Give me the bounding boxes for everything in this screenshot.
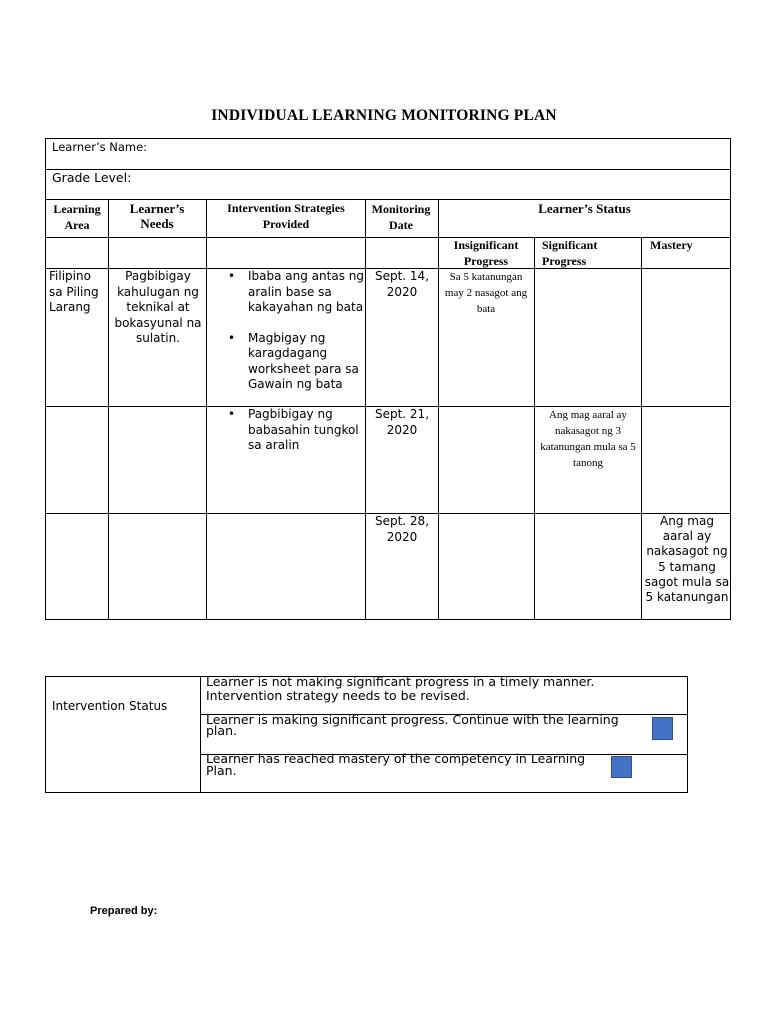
row1-needs: Pagbibigay kahulugan ng teknikal at bokasyunal na sulatin. — [114, 269, 202, 345]
row1-strategies — [224, 269, 366, 408]
row1-insignificant: Sa 5 katanungan may 2 nasagot ang bata — [444, 271, 528, 315]
prepared-by-label: Prepared by: — [90, 905, 158, 917]
header-mastery: Mastery — [650, 238, 693, 252]
status-marker-mastery — [611, 756, 632, 778]
status-option-significant: Learner is making significant progress. Continue with the learning plan. — [206, 712, 619, 738]
header-learners-status: Learner’s Status — [538, 201, 631, 216]
page-title: INDIVIDUAL LEARNING MONITORING PLAN — [211, 107, 557, 124]
intervention-status-label: Intervention Status — [52, 699, 168, 713]
row3-date: Sept. 28, 2020 — [374, 514, 430, 544]
header-learning-area: Learning Area — [53, 202, 101, 232]
list-item: • Pagbibigay ng babasahin tungkol sa aralin — [228, 407, 359, 452]
grade-level-label: Grade Level: — [52, 170, 132, 185]
header-insignificant: Insignificant Progress — [453, 238, 519, 268]
row1-learning-area: Filipino sa Piling Larang — [49, 269, 99, 314]
row2-strategies — [224, 407, 366, 469]
row2-date: Sept. 21, 2020 — [374, 407, 430, 437]
header-significant: Significant Progress — [542, 238, 598, 268]
row3-mastery: Ang mag aaral ay nakasagot ng 5 tamang sagot mula sa 5 katanungan — [644, 514, 730, 605]
header-learners-needs: Learner’s Needs — [129, 201, 185, 231]
header-intervention: Intervention Strategies Provided — [227, 201, 345, 231]
row1-date: Sept. 14, 2020 — [374, 269, 430, 299]
row2-significant: Ang mag aaral ay nakasagot ng 3 katanungan mula sa 5 tanong — [540, 409, 636, 469]
header-monitoring-date: Monitoring Date — [371, 202, 431, 232]
list-item: • Ibaba ang antas ng aralin base sa kakayahan ng bata — [228, 269, 364, 314]
status-option-not-significant: Learner is not making significant progress in a timely manner. Intervention strategy needs to be revised. — [206, 674, 595, 703]
status-option-mastery: Learner has reached mastery of the competency in Learning Plan. — [206, 751, 586, 778]
status-marker-significant — [652, 717, 673, 740]
learner-name-label: Learner’s Name: — [52, 140, 148, 154]
list-item: • Magbigay ng karagdagang worksheet para sa Gawain ng bata — [228, 330, 359, 391]
